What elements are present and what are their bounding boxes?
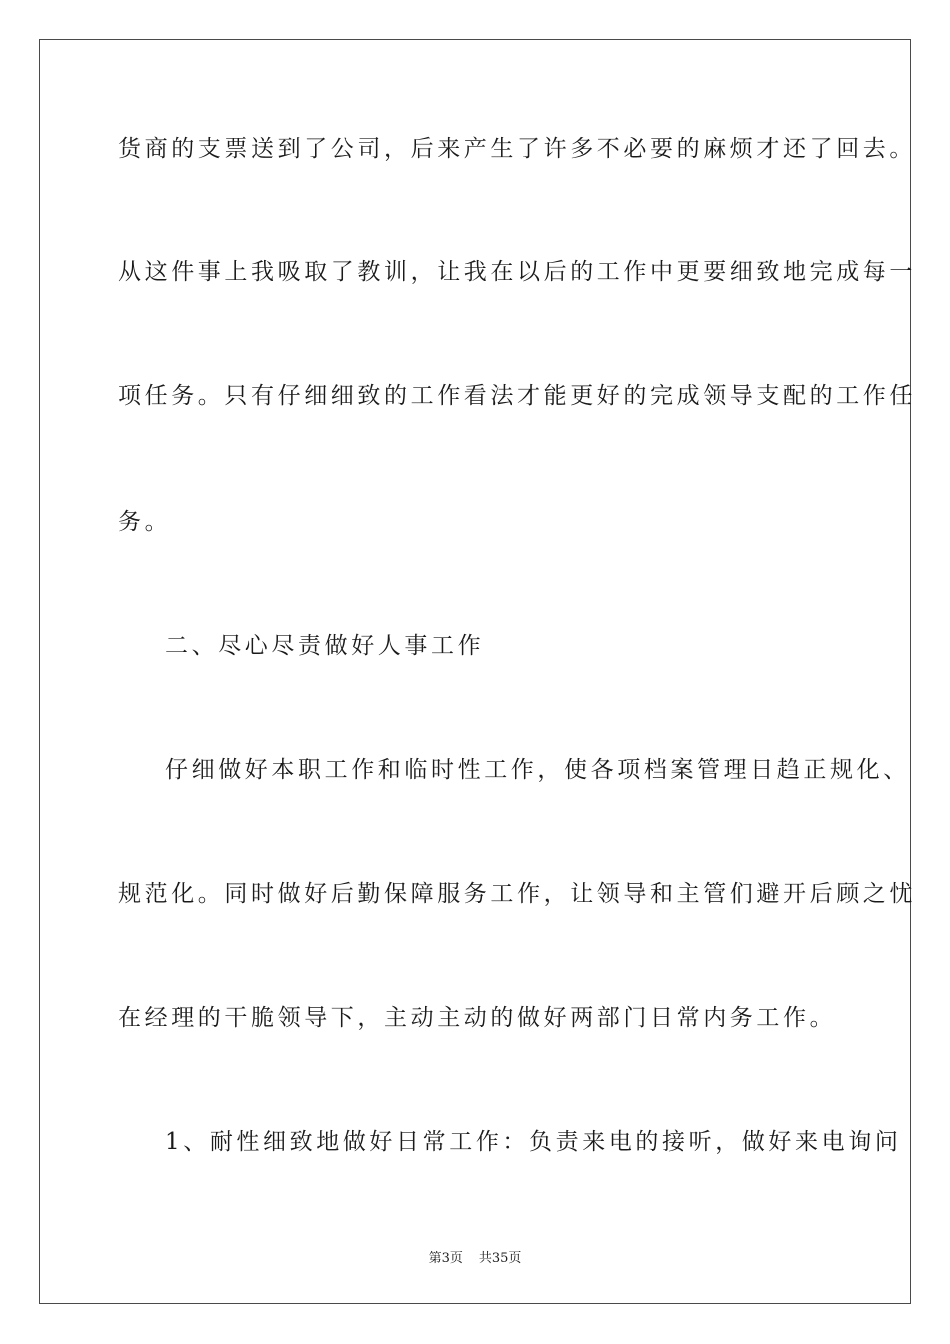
body-text-line: 从这件事上我吸取了教训，让我在以后的工作中更要细致地完成每一 [118,259,916,285]
page-total: 共35页 [478,1251,522,1266]
body-text-line: 务。 [118,509,172,535]
section-heading: 二、尽心尽责做好人事工作 [165,633,485,659]
body-text-line: 仔细做好本职工作和临时性工作，使各项档案管理日趋正规化、 [165,757,910,783]
body-text-line: 规范化。同时做好后勤保障服务工作，让领导和主管们避开后顾之忧 [118,881,916,907]
body-text-line: 货商的支票送到了公司，后来产生了许多不必要的麻烦才还了回去。 [118,136,916,162]
page-footer [0,1247,950,1266]
page-number: 第3页 [428,1251,463,1266]
body-text-line: 项任务。只有仔细细致的工作看法才能更好的完成领导支配的工作任 [118,383,916,409]
list-item-line: 1、耐性细致地做好日常工作：负责来电的接听，做好来电询问 [165,1129,902,1155]
page-border [39,39,911,1304]
body-text-line: 在经理的干脆领导下，主动主动的做好两部门日常内务工作。 [118,1005,837,1031]
